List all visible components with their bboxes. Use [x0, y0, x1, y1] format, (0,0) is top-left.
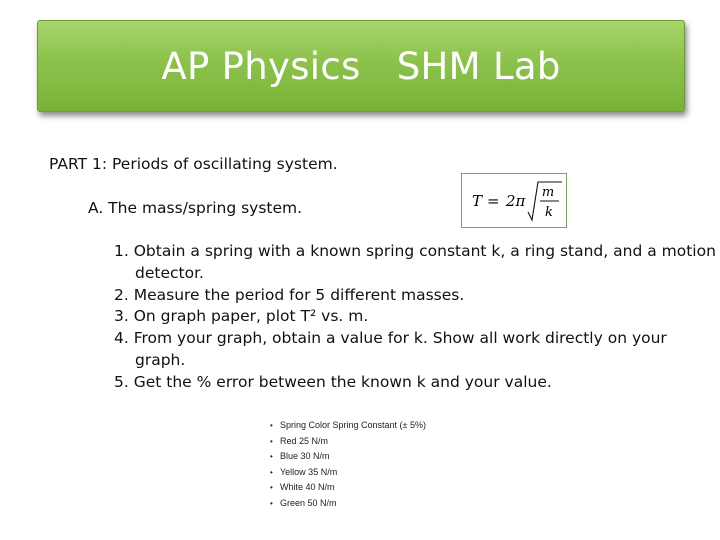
spring-list-header: [270, 418, 426, 434]
procedure-steps: [114, 241, 720, 394]
step-item: 5. Get the % error between the known k and your value.: [114, 372, 552, 391]
period-formula: [461, 173, 567, 228]
formula-coefficient: 2π: [506, 192, 526, 210]
spring-list-item: [270, 434, 426, 450]
spring-list-item: [270, 465, 426, 481]
part-heading: PART 1: Periods of oscillating system.: [49, 155, 338, 173]
formula-denominator: k: [545, 205, 553, 220]
step-item: 4. From your graph, obtain a value for k. Show all work directly on your graph.: [114, 329, 667, 369]
bullet-icon: •: [270, 452, 273, 462]
formula-lhs: T: [472, 192, 483, 210]
step-item: 2. Measure the period for 5 different masses.: [114, 285, 465, 304]
bullet-icon: •: [270, 436, 273, 446]
spring-list-item-text: Red 25 N/m: [280, 435, 329, 446]
slide-title: AP Physics SHM Lab: [161, 44, 561, 88]
sub-heading: A. The mass/spring system.: [88, 199, 303, 217]
step-item: 3. On graph paper, plot T² vs. m.: [114, 307, 369, 326]
spring-list-item-text: Blue 30 N/m: [280, 451, 330, 462]
formula-graphic: [462, 174, 568, 229]
spring-list-item-text: Yellow 35 N/m: [280, 466, 338, 477]
spring-list-item: [270, 480, 426, 496]
title-banner: [37, 20, 685, 112]
spring-list-item-text: White 40 N/m: [280, 482, 335, 493]
spring-list-header-text: Spring Color Spring Constant (± 5%): [280, 420, 427, 430]
bullet-icon: •: [270, 421, 273, 430]
spring-constant-list: [270, 418, 426, 512]
bullet-icon: •: [270, 467, 273, 477]
spring-list-item: [270, 449, 426, 465]
bullet-icon: •: [270, 498, 273, 508]
bullet-icon: •: [270, 483, 273, 493]
formula-equals: =: [487, 192, 500, 210]
spring-list-item: [270, 496, 426, 512]
step-item: 1. Obtain a spring with a known spring constant k, a ring stand, and a motion detector.: [114, 242, 716, 282]
formula-numerator: m: [541, 185, 555, 200]
spring-list-item-text: Green 50 N/m: [280, 497, 337, 508]
